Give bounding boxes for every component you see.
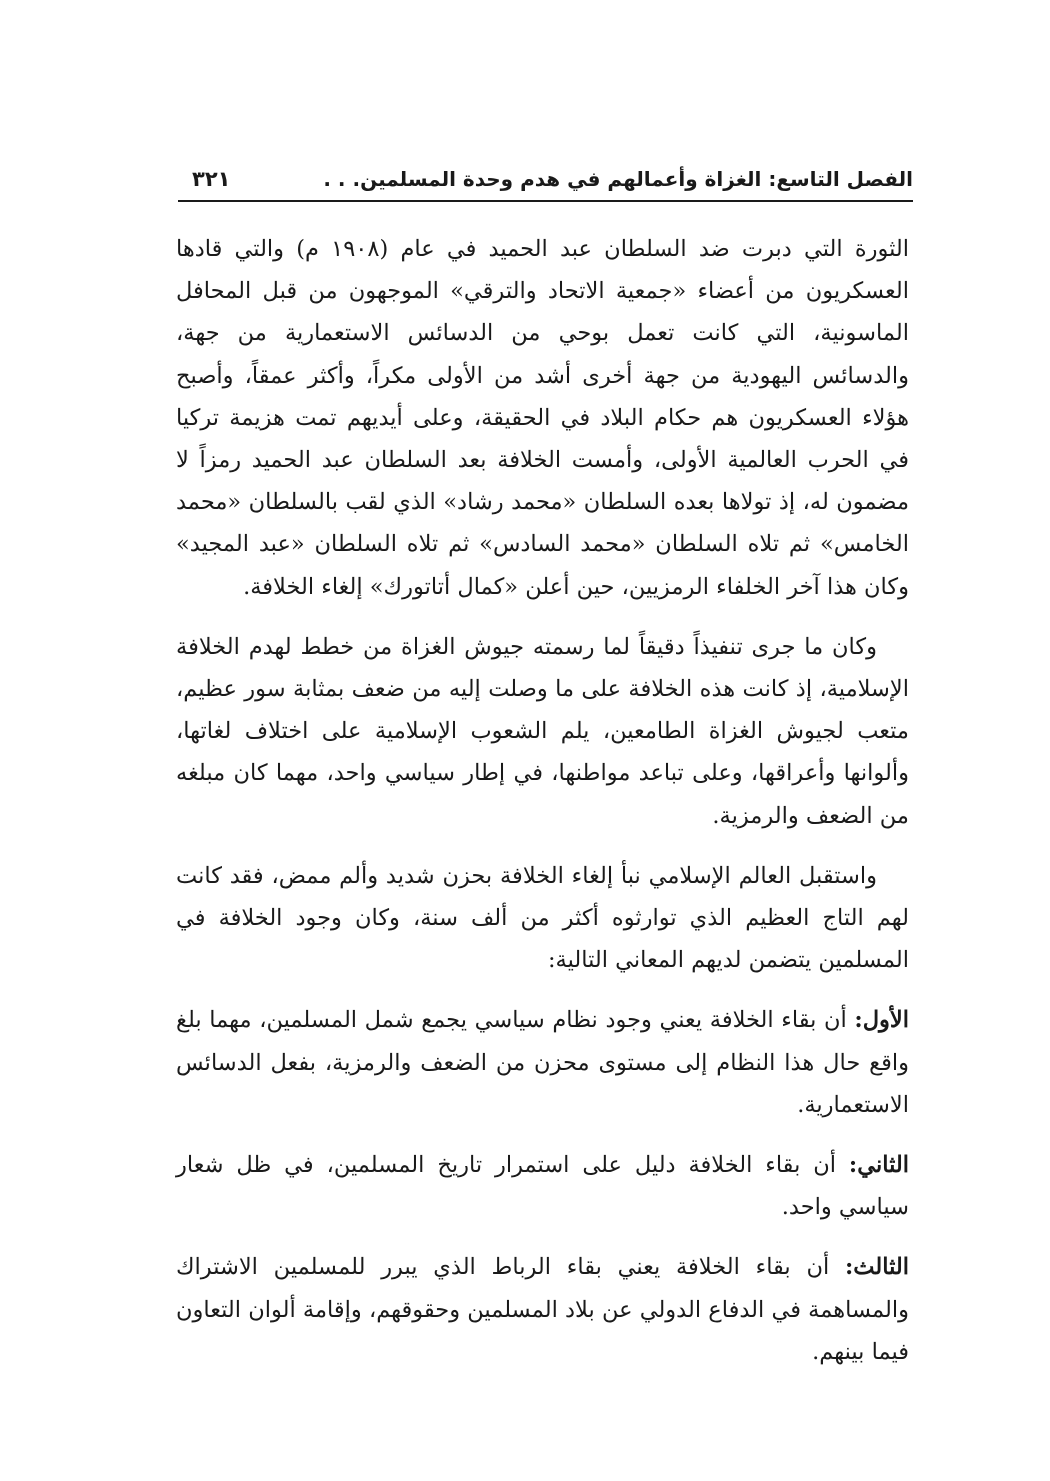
second-meaning-text: أن بقاء الخلافة دليل على استمرار تاريخ المسلمين، في ظل شعار سياسي واحد.: [176, 1152, 909, 1221]
paragraph-revolution: الثورة التي دبرت ضد السلطان عبد الحميد في عام (١٩٠٨ م) والتي قادها العسكريون من أعضاء «جمعية الاتحاد والترقي» الموجهون من قبل المحافل الماسونية، التي كانت تعمل بوحي من الدسائس الاستعمارية من جهة، والدسائس اليهودية من جهة أخرى أشد من الأولى مكراً، وأكثر عمقاً، وأصبح هؤلاء العسكريون هم حكام البلاد في الحقيقة، وعلى أيديهم تمت هزيمة تركيا في الحرب العالمية الأولى، وأمست الخلافة بعد السلطان عبد الحميد رمزاً لا مضمون له، إذ تولاها بعده السلطان «محمد رشاد» الذي لقب بالسلطان «محمد الخامس» ثم تلاه السلطان «محمد السادس» ثم تلاه السلطان «عبد المجيد» وكان هذا آخر الخلفاء الرمزيين، حين أعلن «كمال أتاتورك» إلغاء الخلافة.: [176, 236, 909, 600]
third-meaning-text: أن بقاء الخلافة يعني بقاء الرباط الذي يبرر للمسلمين الاشتراك والمساهمة في الدفاع الدولي عن بلاد المسلمين وحقوقهم، وإقامة ألوان التعاون فيما بينهم.: [176, 1254, 909, 1365]
running-header: [178, 162, 913, 196]
header-divider: [178, 200, 913, 202]
first-meaning-text: أن بقاء الخلافة يعني وجود نظام سياسي يجمع شمل المسلمين، مهما بلغ واقع حال هذا النظام إلى مستوى محزن من الضعف والرمزية، بفعل الدسائس الاستعمارية.: [176, 1007, 909, 1118]
body-text: [176, 228, 909, 1373]
paragraph-reception: واستقبل العالم الإسلامي نبأ إلغاء الخلافة بحزن شديد وألم ممض، فقد كانت لهم التاج العظيم الذي توارثوه أكثر من ألف سنة، وكان وجود الخلافة في المسلمين يتضمن لديهم المعاني التالية:: [176, 862, 909, 974]
paragraph-third-meaning: [176, 1246, 909, 1373]
third-meaning-term: الثالث:: [844, 1254, 909, 1281]
paragraph-execution: وكان ما جرى تنفيذاً دقيقاً لما رسمته جيوش الغزاة من خطط لهدم الخلافة الإسلامية، إذ كانت هذه الخلافة على ما وصلت إليه من ضعف بمثابة سور عظيم، متعب لجيوش الغزاة الطامعين، يلم الشعوب الإسلامية على اختلاف لغاتها، وألوانها وأعراقها، وعلى تباعد مواطنها، في إطار سياسي واحد، مهما كان مبلغه من الضعف والرمزية.: [176, 633, 909, 829]
paragraph-first-meaning: [176, 999, 909, 1126]
first-meaning-term: الأول:: [854, 1007, 909, 1034]
chapter-title: الفصل التاسع: الغزاة وأعمالهم في هدم وحدة المسلمين. . .: [323, 167, 913, 191]
second-meaning-term: الثاني:: [848, 1152, 909, 1179]
paragraph-second-meaning: [176, 1144, 909, 1228]
page-number: ٣٢١: [192, 167, 231, 191]
